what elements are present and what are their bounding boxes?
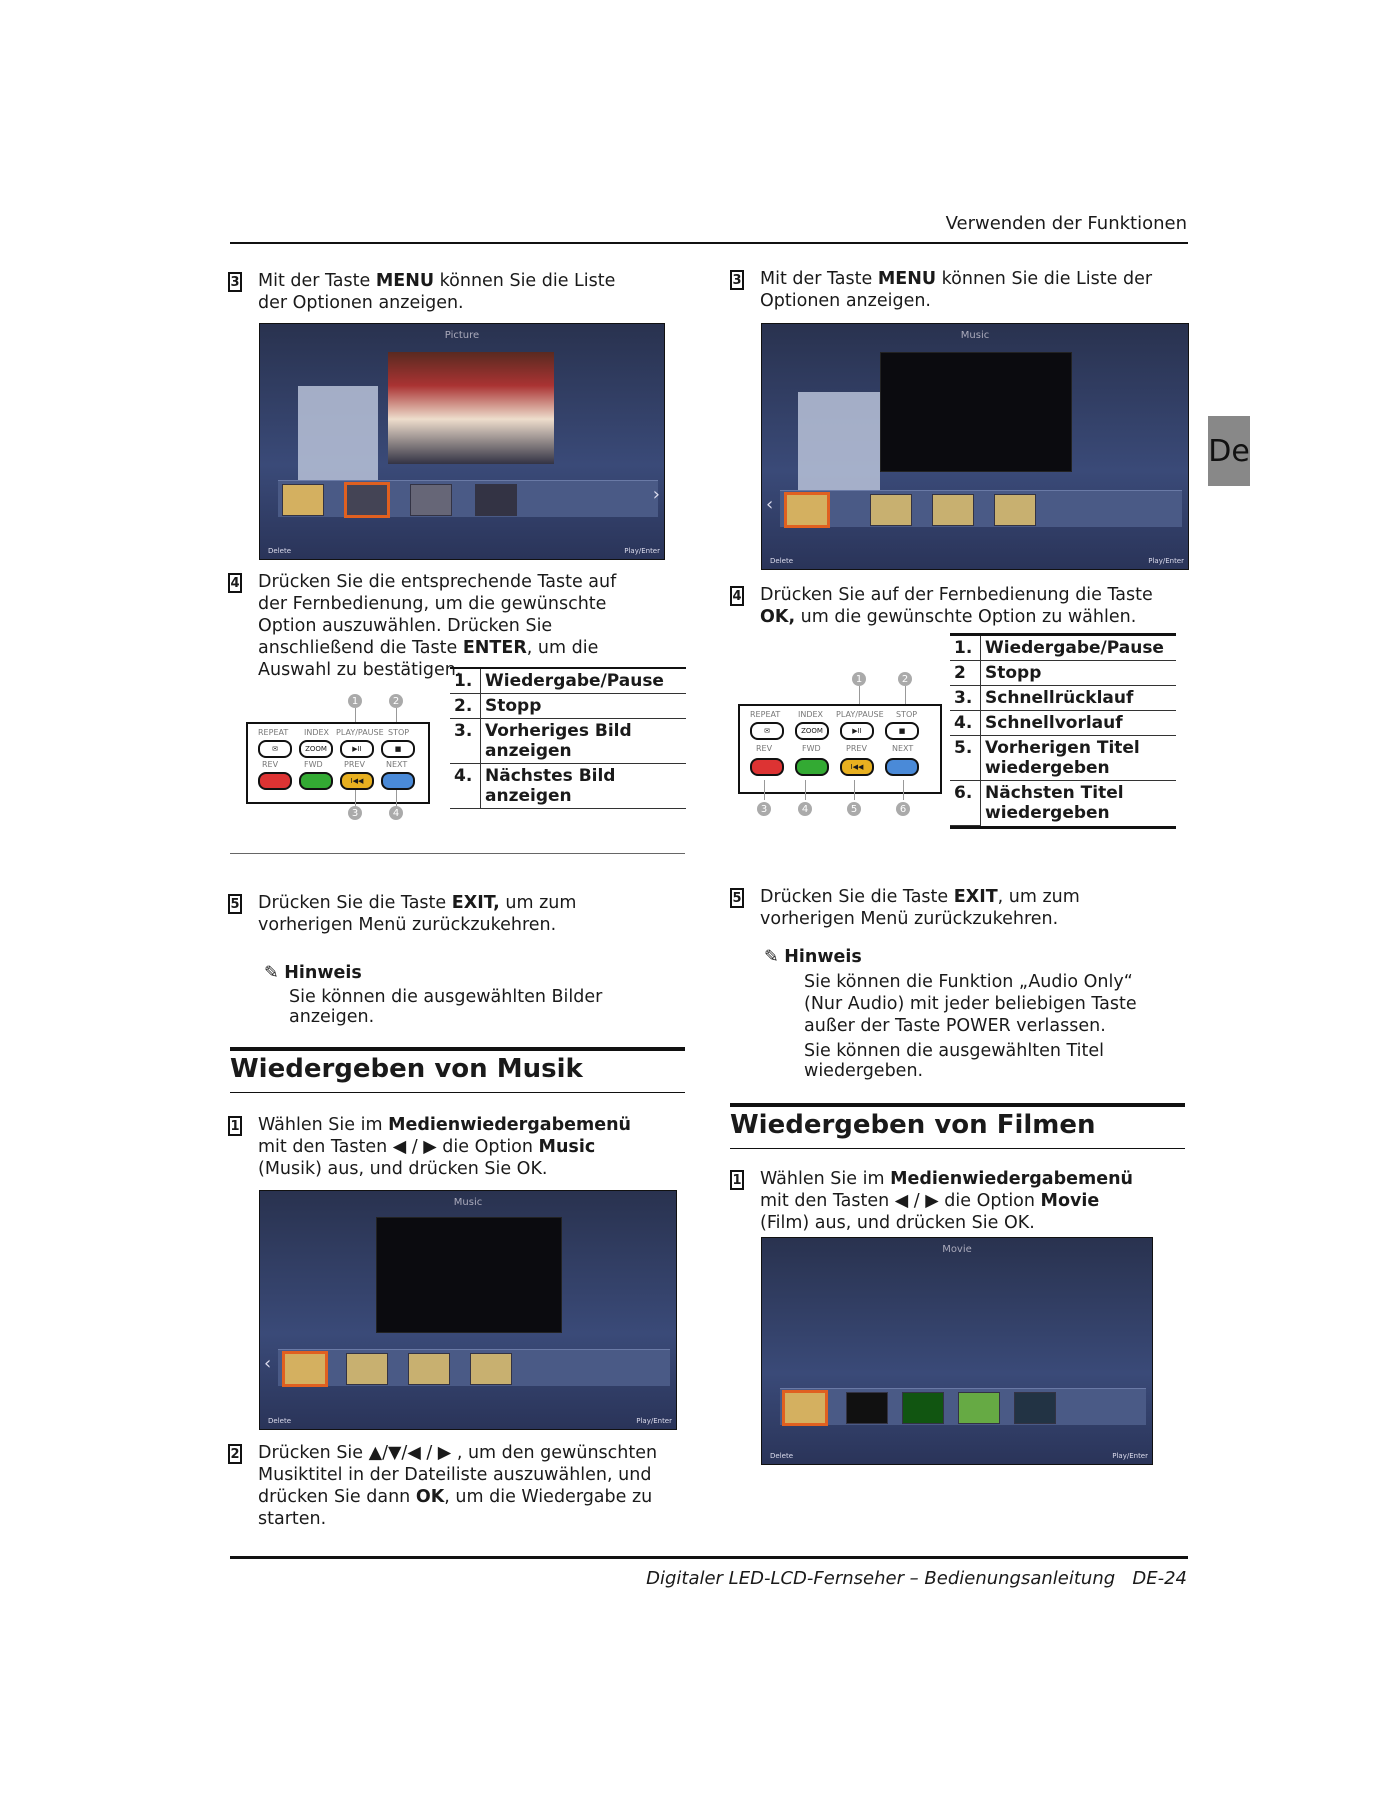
picture-screenshot: Picture › Delete Play/Enter <box>259 323 665 560</box>
table-row: 1. Wiedergabe/Pause <box>950 636 1176 661</box>
repeat-button: ✉ <box>750 722 784 740</box>
fwd-button <box>795 758 829 776</box>
prev-button: I◀◀ <box>840 758 874 776</box>
page-footer: Digitaler LED-LCD-Fernseher – Bedienungsanleitung DE-24 <box>646 1568 1187 1589</box>
table-row: 3. Vorheriges Bild anzeigen <box>450 719 686 764</box>
next-button <box>381 772 415 790</box>
zoom-button: ZOOM <box>795 722 829 740</box>
callout-5: 5 <box>847 802 861 816</box>
stop-button: ■ <box>381 740 415 758</box>
callout-6: 6 <box>896 802 910 816</box>
fwd-button <box>299 772 333 790</box>
table-row: 5. Vorherigen Titel wiedergeben <box>950 736 1176 781</box>
step-number: 4 <box>730 586 744 606</box>
next-button <box>885 758 919 776</box>
callout-2: 2 <box>389 694 403 708</box>
left-section-rule-top <box>230 1047 685 1051</box>
table-row: 3. Schnellrücklauf <box>950 686 1176 711</box>
callout-4: 4 <box>798 802 812 816</box>
pencil-icon: ✎ <box>264 963 279 983</box>
music-menu-screenshot: Music ‹ Delete Play/Enter <box>761 323 1189 570</box>
play-pause-button: ▶II <box>840 722 874 740</box>
page-header: Verwenden der Funktionen <box>945 213 1187 234</box>
repeat-button: ✉ <box>258 740 292 758</box>
step-number: 5 <box>228 894 242 914</box>
rev-button <box>750 758 784 776</box>
step-number: 3 <box>730 270 744 290</box>
right-remote-diagram: 1 2 REPEAT INDEX PLAY/PAUSE STOP ✉ ZOOM ▶II ■ REV FWD PREV NEXT I◀◀ 3 4 5 6 <box>738 672 948 832</box>
left-separator <box>230 853 685 854</box>
step-number: 2 <box>228 1444 242 1464</box>
table-row: 4. Schnellvorlauf <box>950 711 1176 736</box>
prev-button: I◀◀ <box>340 772 374 790</box>
table-row: 2 Stopp <box>950 661 1176 686</box>
step-number: 4 <box>228 573 242 593</box>
callout-3: 3 <box>757 802 771 816</box>
table-row: 2. Stopp <box>450 694 686 719</box>
movie-screenshot: Movie Delete Play/Enter <box>761 1237 1153 1465</box>
right-section-rule-top <box>730 1103 1185 1107</box>
page-number: DE-24 <box>1132 1568 1187 1589</box>
step-number: 1 <box>730 1170 744 1190</box>
left-remote-diagram: 1 2 REPEAT INDEX PLAY/PAUSE STOP ✉ ZOOM ▶II ■ REV FWD PREV NEXT I◀◀ 3 4 <box>246 690 436 820</box>
callout-1: 1 <box>348 694 362 708</box>
step-number: 5 <box>730 888 744 908</box>
left-note: ✎ Hinweis Sie können die ausgewählten Bilder anzeigen. <box>264 963 603 1027</box>
header-rule <box>230 242 1188 244</box>
callout-4: 4 <box>389 806 403 820</box>
pencil-icon: ✎ <box>764 947 779 967</box>
right-section-rule-bottom <box>730 1148 1185 1149</box>
left-function-table <box>450 667 686 809</box>
language-tab: De <box>1208 416 1250 486</box>
callout-3: 3 <box>348 806 362 820</box>
section-title-movie: Wiedergeben von Filmen <box>730 1110 1096 1140</box>
left-section-rule-bottom <box>230 1092 685 1093</box>
right-function-table <box>950 633 1176 829</box>
table-row: 1. Wiedergabe/Pause <box>450 669 686 694</box>
zoom-button: ZOOM <box>299 740 333 758</box>
step-number: 3 <box>228 272 242 292</box>
footer-rule <box>230 1556 1188 1559</box>
right-note: ✎ Hinweis Sie können die Funktion „Audio Only“ (Nur Audio) mit jeder beliebigen Taste außer der Taste POWER verlassen. Sie können die ausgewählten Titel wiedergeben. <box>764 947 1137 1081</box>
stop-button: ■ <box>885 722 919 740</box>
callout-2: 2 <box>898 672 912 686</box>
table-row: 4. Nächstes Bild anzeigen <box>450 764 686 809</box>
section-title-music: Wiedergeben von Musik <box>230 1054 583 1084</box>
rev-button <box>258 772 292 790</box>
table-row: 6. Nächsten Titel wiedergeben <box>950 781 1176 826</box>
step-number: 1 <box>228 1116 242 1136</box>
play-pause-button: ▶II <box>340 740 374 758</box>
music-screenshot: Music ‹ Delete Play/Enter <box>259 1190 677 1430</box>
callout-1: 1 <box>852 672 866 686</box>
